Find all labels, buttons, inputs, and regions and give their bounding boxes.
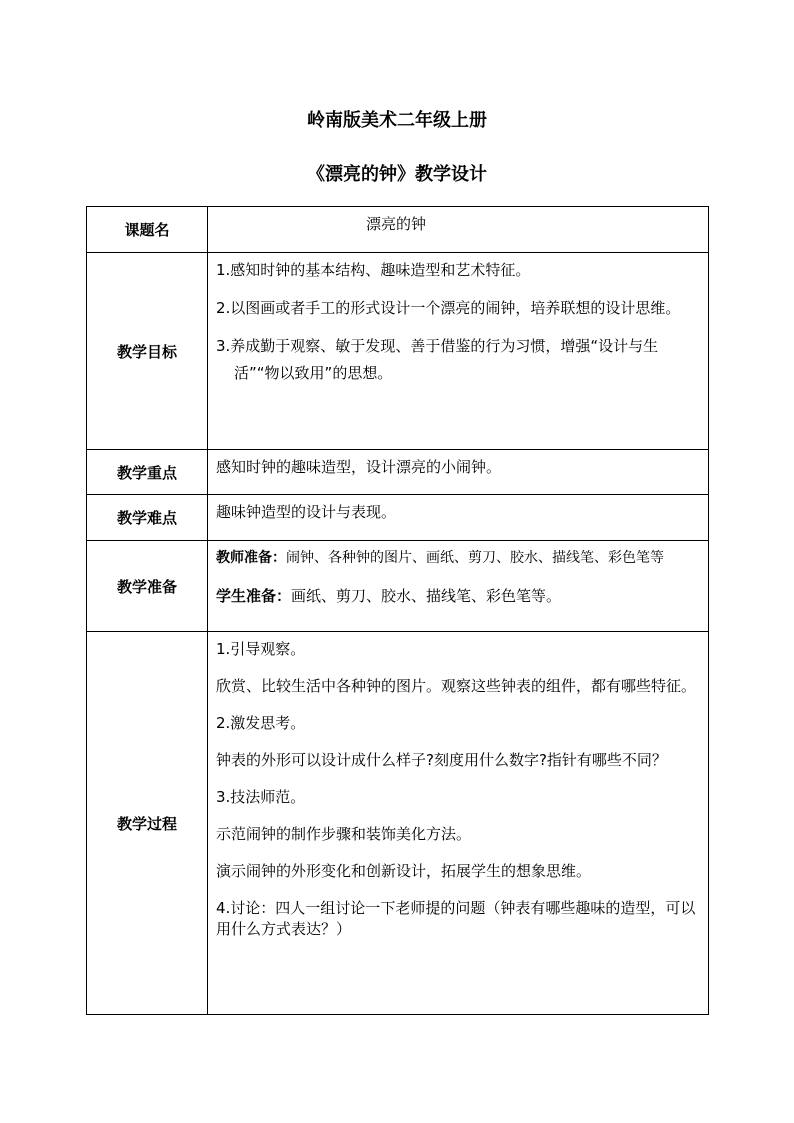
table-row xyxy=(87,541,709,632)
document-title: 岭南版美术二年级上册 xyxy=(307,110,487,131)
process-step-1-detail: 欣赏、比较生活中各种钟的图片。观察这些钟表的组件，都有哪些特征。 xyxy=(216,677,697,695)
student-preparation-value: 画纸、剪刀、胶水、描线笔、彩色笔等。 xyxy=(291,587,562,605)
row-value-process xyxy=(208,632,709,1015)
goal-2: 2.以图画或者手工的形式设计一个漂亮的闹钟，培养联想的设计思维。 xyxy=(216,299,681,317)
row-label-key-points: 教学重点 xyxy=(87,450,208,495)
table-row xyxy=(87,207,709,253)
student-preparation-label: 学生准备： xyxy=(216,587,292,605)
document-subtitle: 《漂亮的钟》教学设计 xyxy=(307,164,487,185)
row-label-difficulties: 教学难点 xyxy=(87,495,208,541)
teacher-preparation xyxy=(216,548,700,569)
teacher-preparation-value: 闹钟、各种钟的图片、画纸、剪刀、胶水、描线笔、彩色笔等 xyxy=(286,550,664,566)
table-row xyxy=(87,632,709,1015)
row-label-goals: 教学目标 xyxy=(87,253,208,450)
process-step-4: 4.讨论：四人一组讨论一下老师提的问题（钟表有哪些趣味的造型，可以用什么方式表达？） xyxy=(216,899,696,938)
process-step-1: 1.引导观察。 xyxy=(216,640,306,658)
row-value-preparation xyxy=(208,541,709,632)
process-step-3-detail-b: 演示闹钟的外形变化和创新设计，拓展学生的想象思维。 xyxy=(216,862,592,880)
teacher-preparation-label: 教师准备： xyxy=(216,550,286,566)
goal-3-line1: 3.养成勤于观察、敏于发现、善于借鉴的行为习惯，增强“设计与生 xyxy=(216,337,659,355)
process-step-3-detail-a: 示范闹钟的制作步骤和装饰美化方法。 xyxy=(216,825,472,843)
row-label-topic: 课题名 xyxy=(87,207,208,253)
row-label-process: 教学过程 xyxy=(87,632,208,1015)
goal-3-line2: 活”“物以致用”的思想。 xyxy=(234,364,393,382)
row-value-difficulties: 趣味钟造型的设计与表现。 xyxy=(208,495,709,541)
process-step-2-detail: 钟表的外形可以设计成什么样子?刻度用什么数字?指针有哪些不同？ xyxy=(216,751,667,769)
row-value-goals xyxy=(208,253,709,450)
process-step-3: 3.技法师范。 xyxy=(216,788,306,806)
process-step-2: 2.激发思考。 xyxy=(216,714,306,732)
table-row xyxy=(87,450,709,495)
goal-1: 1.感知时钟的基本结构、趣味造型和艺术特征。 xyxy=(216,261,531,279)
lesson-plan-table xyxy=(86,206,709,1015)
row-value-topic: 漂亮的钟 xyxy=(208,207,709,253)
table-row xyxy=(87,495,709,541)
student-preparation xyxy=(216,586,700,607)
table-row xyxy=(87,253,709,450)
row-label-preparation: 教学准备 xyxy=(87,541,208,632)
row-value-key-points: 感知时钟的趣味造型，设计漂亮的小闹钟。 xyxy=(208,450,709,495)
